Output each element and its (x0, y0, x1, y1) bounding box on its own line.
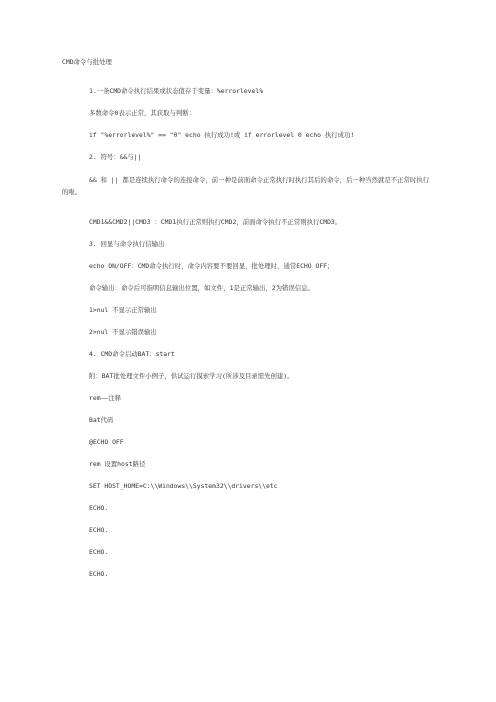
text-line-22: ECHO. (89, 570, 109, 578)
text-line-15: Bat代码 (89, 416, 114, 424)
text-line-3: if "%errorlevel%" == "0" echo 执行成功!或 if errorlevel 0 echo 执行成功! (89, 131, 355, 139)
text-paragraph-5: && 和 || 都是连续执行命令的连接命令，前一种是前面命令正常执行时执行其后的命令，后一种当然就是不正常时执行的啦。 (62, 176, 430, 196)
text-line-19: ECHO. (89, 504, 109, 512)
text-line-14: rem——注释 (89, 394, 122, 402)
text-line-12: 4. CMD命令启动BAT：start (89, 350, 175, 358)
text-line-21: ECHO. (89, 548, 109, 556)
text-line-13: 附：BAT批处理文件小例子，供试运行摸索学习(所涉及目录需先创建)。 (89, 372, 294, 380)
text-line-8: echo ON/OFF：CMD命令执行时，命令内容要不要回显，批处理时，通常ECHO OFF； (89, 262, 334, 270)
text-line-16: @ECHO OFF (89, 438, 124, 446)
text-line-2: 多数命令0表示正常，其获取与判断： (89, 109, 196, 117)
text-line-17: rem 设置host路径 (89, 460, 146, 468)
text-line-6: CMD1&&CMD2||CMD3 ：CMD1执行正常则执行CMD2，前面命令执行不正常则执行CMD3。 (89, 218, 342, 226)
text-line-1: 1.一条CMD命令执行结果或状态值存于变量：%errorlevel% (89, 87, 264, 95)
text-line-20: ECHO. (89, 526, 109, 534)
text-line-10: 1>nul 不显示正常输出 (89, 306, 157, 314)
text-line-4: 2. 符号：&&与|| (89, 153, 142, 161)
text-line-9: 命令输出：命令后可指明信息输出位置，如文件，1是正常输出，2为错误信息。 (89, 284, 314, 292)
document-title: CMD命令与批处理 (62, 58, 112, 66)
text-line-11: 2>nul 不显示错误输出 (89, 328, 157, 336)
text-line-7: 3. 回显与命令执行信输出 (89, 240, 165, 248)
text-line-18: SET HOST_HOME=C:\\Windows\\System32\\drivers\\etc (89, 482, 278, 490)
